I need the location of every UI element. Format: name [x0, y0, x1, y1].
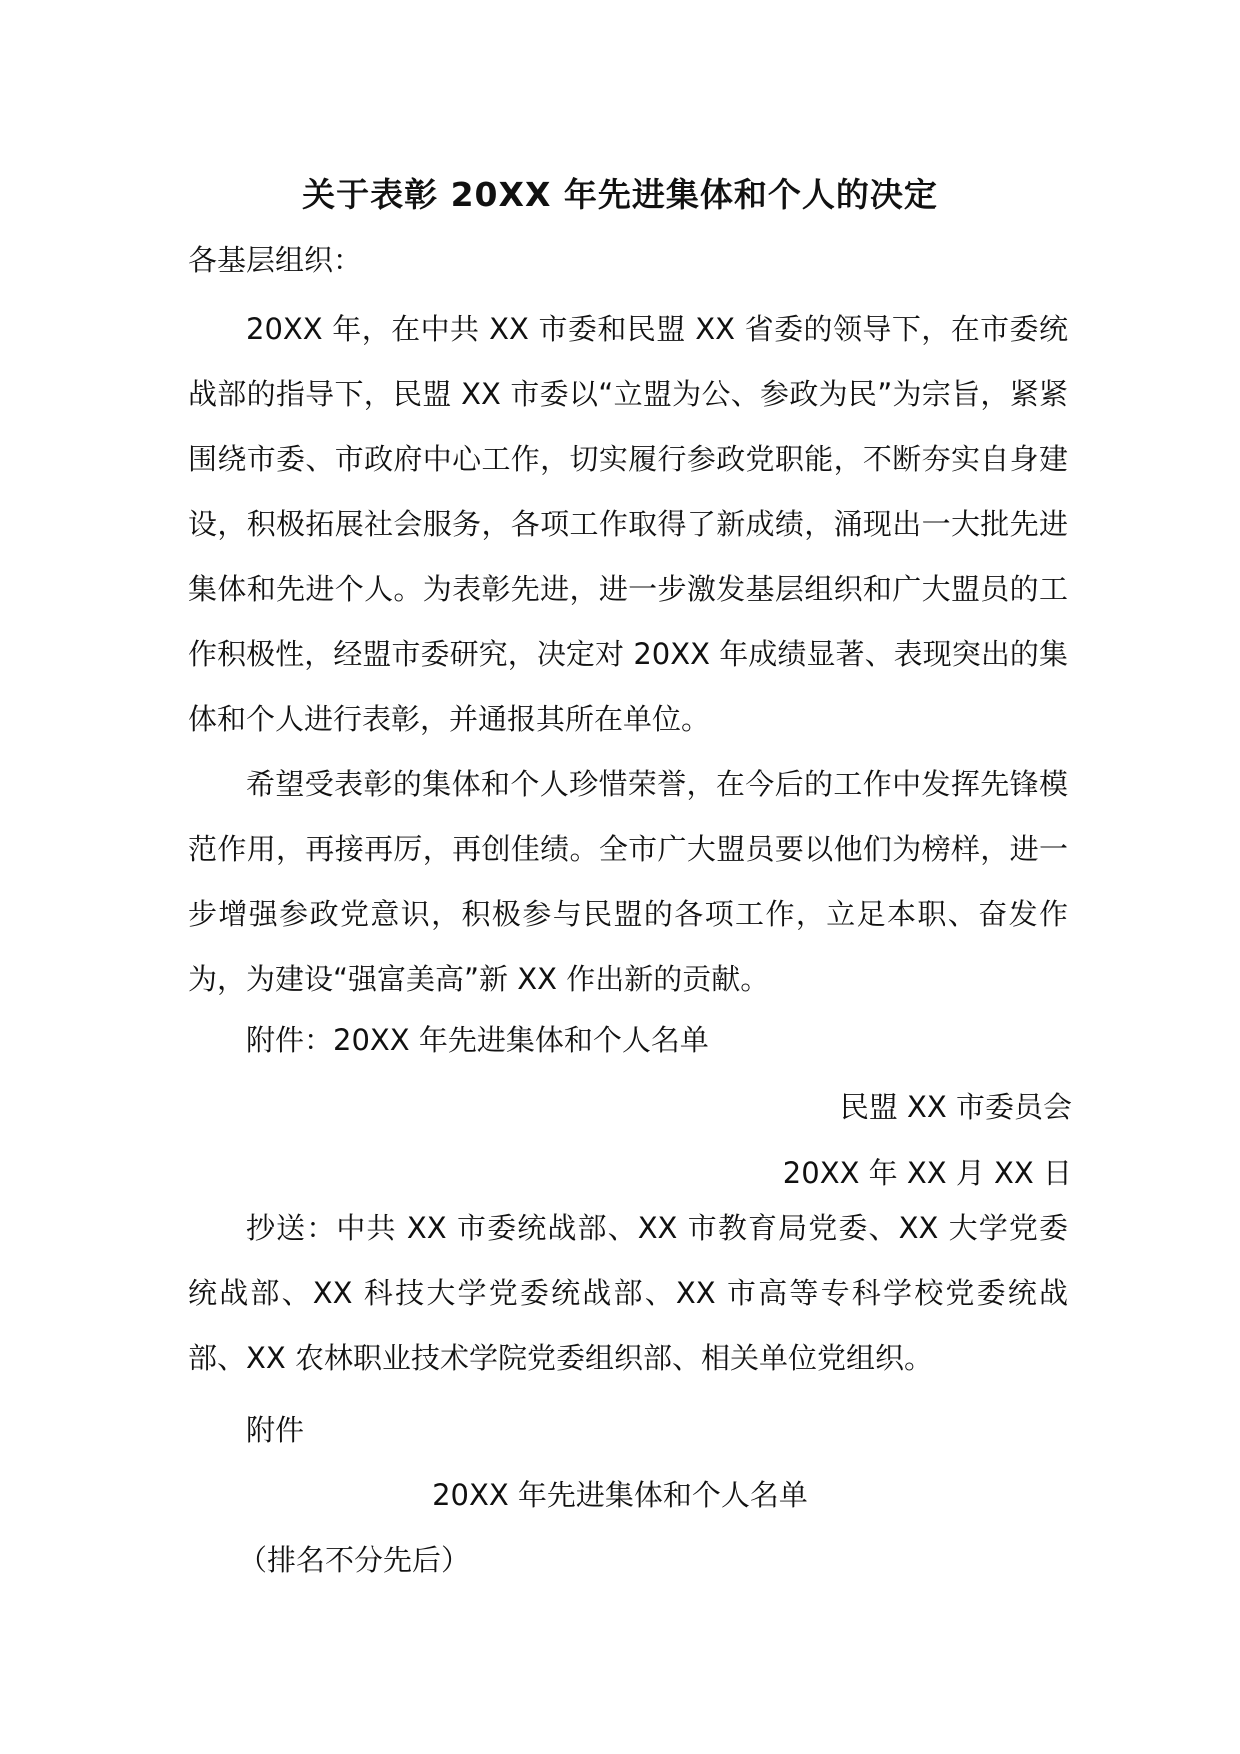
signature-date: 20XX 年 XX 月 XX 日	[782, 1156, 1072, 1190]
salutation: 各基层组织：	[188, 243, 363, 277]
document-title: 关于表彰 20XX 年先进集体和个人的决定	[302, 175, 938, 214]
cc-paragraph: 抄送：中共 XX 市委统战部、XX 市教育局党委、XX 大学党委统战部、XX 科技大学党委统战部、XX 市高等专科学校党委统战部、XX 农林职业技术学院党委组织部、相关单位党组织。	[188, 1211, 1068, 1375]
signature-organization: 民盟 XX 市委员会	[839, 1090, 1072, 1124]
body-paragraph-1: 20XX 年，在中共 XX 市委和民盟 XX 省委的领导下，在市委统战部的指导下，民盟 XX 市委以“立盟为公、参政为民”为宗旨，紧紧围绕市委、市政府中心工作，切实履行参政党职能，不断夯实自身建设，积极拓展社会服务，各项工作取得了新成绩，涌现出一大批先进集体和先进个人。为表彰先进，进一步激发基层组织和广大盟员的工作积极性，经盟市委研究，决定对 20XX 年成绩显著、表现突出的集体和个人进行表彰，并通报其所在单位。	[188, 312, 1068, 736]
attachment-line: 附件：20XX 年先进集体和个人名单	[246, 1023, 709, 1057]
attachment-label: 附件	[246, 1413, 305, 1447]
body-paragraph-2: 希望受表彰的集体和个人珍惜荣誉，在今后的工作中发挥先锋模范作用，再接再厉，再创佳绩。全市广大盟员要以他们为榜样，进一步增强参政党意识，积极参与民盟的各项工作，立足本职、奋发作为，为建设“强富美高”新 XX 作出新的贡献。	[188, 767, 1068, 996]
list-note: （排名不分先后）	[238, 1543, 471, 1577]
list-title: 20XX 年先进集体和个人名单	[432, 1478, 808, 1512]
